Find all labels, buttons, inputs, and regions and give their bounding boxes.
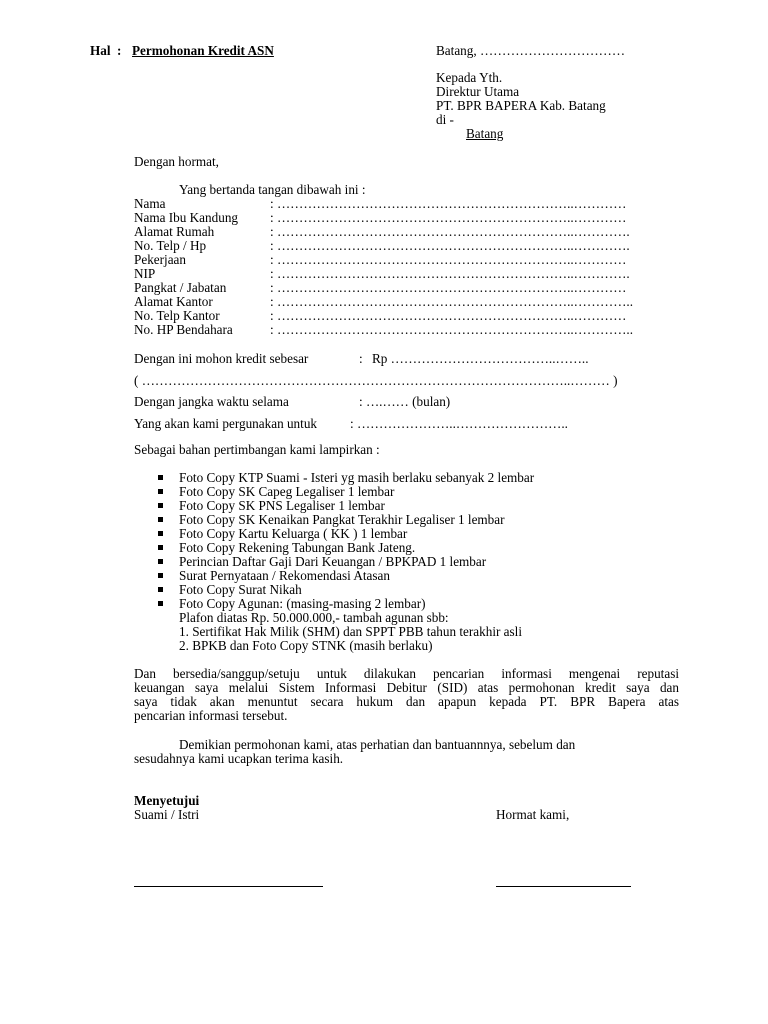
field-label-alamat-rumah: Alamat Rumah bbox=[134, 224, 215, 239]
field-blank-hp-bendahara: : …………………………………………………………..………….. bbox=[270, 322, 634, 337]
field-blank-nama: : …………………………………………………………..………… bbox=[270, 196, 627, 211]
hal-label: Hal bbox=[90, 43, 111, 58]
field-blank-telp-kantor: : …………………………………………………………..………… bbox=[270, 308, 627, 323]
collateral-note: Plafon diatas Rp. 50.000.000,- tambah agunan sbb: bbox=[179, 610, 449, 625]
approval-title: Menyetujui bbox=[134, 793, 200, 808]
bullet-square-icon bbox=[158, 545, 163, 550]
attachments-intro: Sebagai bahan pertimbangan kami lampirkan : bbox=[134, 442, 380, 457]
recipient-city: Batang bbox=[466, 126, 504, 141]
credit-purpose-label: Yang akan kami pergunakan untuk bbox=[134, 416, 318, 431]
list-item: Surat Pernyataan / Rekomendasi Atasan bbox=[157, 569, 534, 583]
list-item: Foto Copy SK PNS Legaliser 1 lembar bbox=[157, 499, 534, 513]
subject-title: Permohonan Kredit ASN bbox=[132, 43, 274, 58]
consent-paragraph: Dan bersedia/sanggup/setuju untuk dilakukan pencarian informasi mengenai reputasi keuangan saya melalui Sistem Informasi Debitur (SID) atas permohonan kredit saya dan saya tidak akan menuntut secara hukum dan apapun kepada PT. BPR Bapera atas pencarian informasi tersebut. bbox=[134, 666, 679, 723]
bullet-square-icon bbox=[158, 601, 163, 606]
bullet-square-icon bbox=[158, 517, 163, 522]
field-label-nip: NIP bbox=[134, 266, 156, 281]
bullet-square-icon bbox=[158, 587, 163, 592]
list-item: Foto Copy Rekening Tabungan Bank Jateng. bbox=[157, 541, 534, 555]
recipient-line: PT. BPR BAPERA Kab. Batang bbox=[436, 98, 606, 113]
recipient-line: Kepada Yth. bbox=[436, 70, 503, 85]
field-blank-telp: : …………………………………………………………..…………. bbox=[270, 238, 630, 253]
intro-text: Yang bertanda tangan dibawah ini : bbox=[179, 182, 366, 197]
field-label-pangkat: Pangkat / Jabatan bbox=[134, 280, 227, 295]
field-blank-pangkat: : …………………………………………………………..………… bbox=[270, 280, 627, 295]
list-item: Foto Copy SK Capeg Legaliser 1 lembar bbox=[157, 485, 534, 499]
attachments-list bbox=[157, 471, 534, 611]
bullet-square-icon bbox=[158, 489, 163, 494]
list-item: Foto Copy KTP Suami - Isteri yg masih berlaku sebanyak 2 lembar bbox=[157, 471, 534, 485]
spouse-signature-line bbox=[134, 886, 323, 887]
bullet-square-icon bbox=[158, 573, 163, 578]
credit-term-label: Dengan jangka waktu selama bbox=[134, 394, 289, 409]
list-item: Perincian Daftar Gaji Dari Keuangan / BPKPAD 1 lembar bbox=[157, 555, 534, 569]
credit-terbilang: ( ……………………………………………………………………………………..……… ) bbox=[134, 373, 618, 388]
recipient-line: di - bbox=[436, 112, 454, 127]
field-label-telp-kantor: No. Telp Kantor bbox=[134, 308, 220, 323]
hal-separator: : bbox=[117, 43, 122, 58]
closing-line: sesudahnya kami ucapkan terima kasih. bbox=[134, 751, 344, 766]
approval-subtitle: Suami / Istri bbox=[134, 807, 200, 822]
field-label-pekerjaan: Pekerjaan bbox=[134, 252, 186, 267]
credit-term-blank: : ….…… (bulan) bbox=[359, 394, 451, 409]
greeting: Dengan hormat, bbox=[134, 154, 219, 169]
field-blank-alamat-rumah: : …………………………………………………………..…………. bbox=[270, 224, 630, 239]
field-blank-nama-ibu: : …………………………………………………………..………… bbox=[270, 210, 627, 225]
regards-text: Hormat kami, bbox=[496, 807, 570, 822]
field-label-nama-ibu: Nama Ibu Kandung bbox=[134, 210, 239, 225]
list-item: Foto Copy SK Kenaikan Pangkat Terakhir Legaliser 1 lembar bbox=[157, 513, 534, 527]
field-blank-pekerjaan: : …………………………………………………………..………… bbox=[270, 252, 627, 267]
field-label-hp-bendahara: No. HP Bendahara bbox=[134, 322, 233, 337]
credit-purpose-blank: : …………………..…………………….. bbox=[350, 416, 568, 431]
credit-amount-blank: Rp ………………………………..…….. bbox=[372, 351, 589, 366]
collateral-item: 1. Sertifikat Hak Milik (SHM) dan SPPT PBB tahun terakhir asli bbox=[179, 624, 522, 639]
bullet-square-icon bbox=[158, 531, 163, 536]
bullet-square-icon bbox=[158, 475, 163, 480]
list-item: Foto Copy Agunan: (masing-masing 2 lembar) bbox=[157, 597, 534, 611]
field-blank-nip: : …………………………………………………………..…………. bbox=[270, 266, 630, 281]
field-label-nama: Nama bbox=[134, 196, 166, 211]
bullet-square-icon bbox=[158, 503, 163, 508]
closing-line: Demikian permohonan kami, atas perhatian dan bantuannnya, sebelum dan bbox=[179, 737, 576, 752]
credit-amount-sep: : bbox=[359, 351, 363, 366]
place-date: Batang, …………………………… bbox=[436, 43, 626, 58]
field-label-alamat-kantor: Alamat Kantor bbox=[134, 294, 213, 309]
field-blank-alamat-kantor: : …………………………………………………………..………….. bbox=[270, 294, 634, 309]
recipient-line: Direktur Utama bbox=[436, 84, 520, 99]
list-item: Foto Copy Kartu Keluarga ( KK ) 1 lembar bbox=[157, 527, 534, 541]
field-label-telp: No. Telp / Hp bbox=[134, 238, 207, 253]
collateral-item: 2. BPKB dan Foto Copy STNK (masih berlaku) bbox=[179, 638, 433, 653]
applicant-signature-line bbox=[496, 886, 631, 887]
list-item: Foto Copy Surat Nikah bbox=[157, 583, 534, 597]
credit-amount-label: Dengan ini mohon kredit sebesar bbox=[134, 351, 309, 366]
bullet-square-icon bbox=[158, 559, 163, 564]
